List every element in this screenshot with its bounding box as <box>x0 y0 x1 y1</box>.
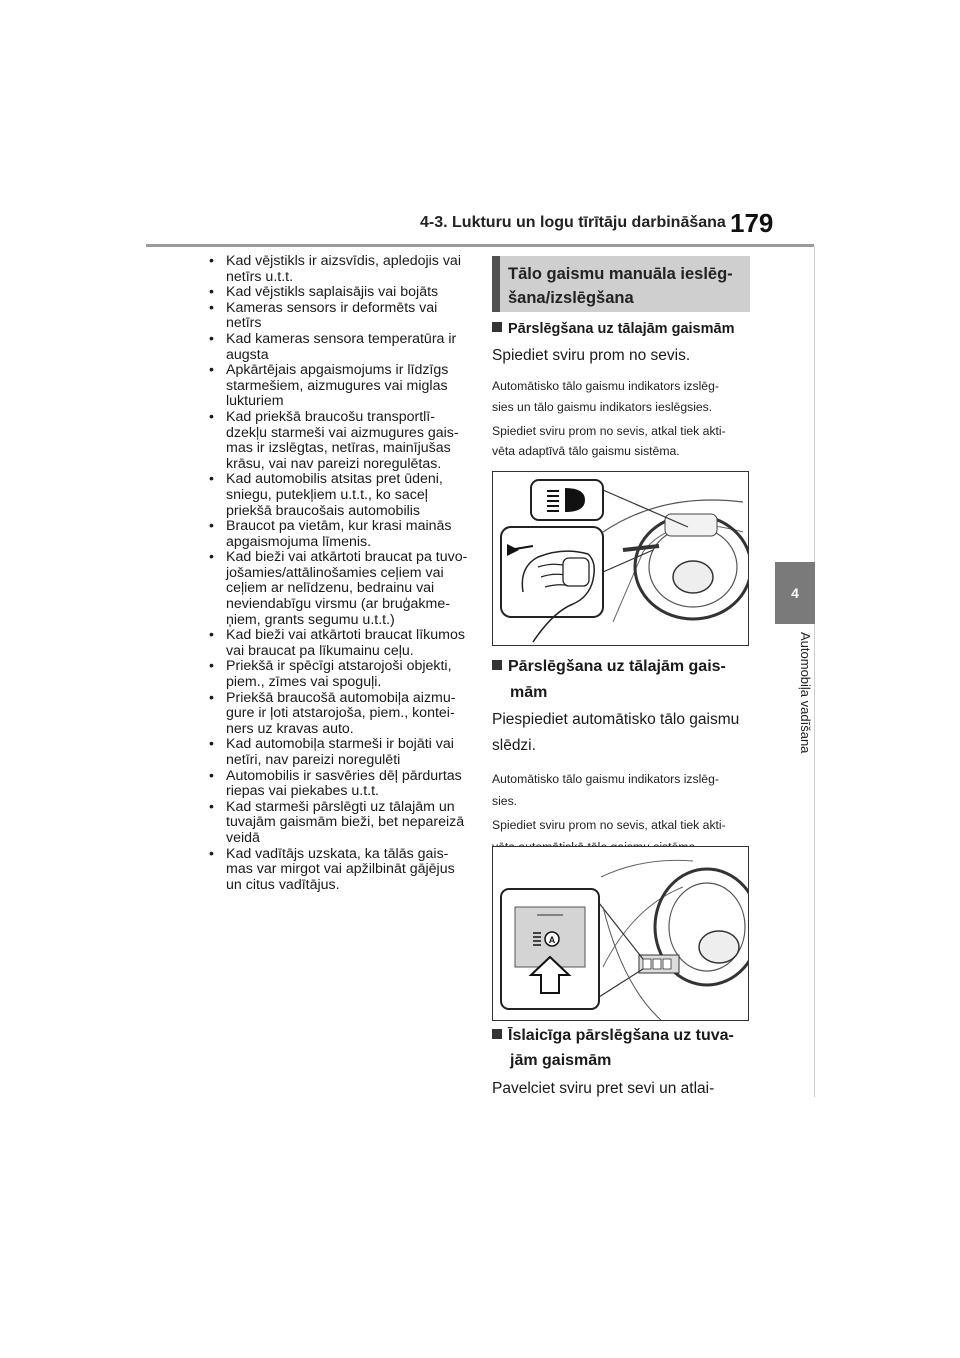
running-header-title: 4-3. Lukturu un logu tīrītāju darbināšana <box>420 214 726 231</box>
steering-lever-drawing <box>493 472 749 646</box>
conditions-bullet-list <box>206 254 470 893</box>
instruction-line: Piespiediet automātisko tālo gaismu <box>492 711 740 728</box>
side-rule <box>814 247 815 1097</box>
subheading-continuation: mām <box>510 684 548 701</box>
subheading-text: Īslaicīga pārslēgšana uz tuva- <box>508 1027 734 1044</box>
page-number: 179 <box>730 208 774 238</box>
list-item: • Kad vējstikls saplaisājis vai bojāts <box>206 285 470 301</box>
list-item: • Kad kameras sensora temperatūra ir augsta <box>206 332 470 363</box>
header-rule <box>146 244 814 247</box>
list-item: • Kad bieži vai atkārtoti braucat pa tuvo-jošamies/attālinošamies ceļiem vai ceļiem ar nelīdzenu, bedrainu vai neviendabīgu virsmu (ar bruģakme-ņiem, grants segumu u.t.t.) <box>206 550 470 628</box>
instruction-text: Pavelciet sviru pret sevi un atlai- <box>492 1080 715 1097</box>
subheading-continuation: jām gaismām <box>510 1052 612 1069</box>
subheading-text: Pārslēgšana uz tālajām gais- <box>508 658 726 675</box>
square-bullet-icon <box>492 322 502 332</box>
note-line: sies. <box>492 794 518 808</box>
list-item: • Braucot pa vietām, kur krasi mainās apgaismojuma līmenis. <box>206 519 470 550</box>
list-item: • Kad automobiļa starmeši ir bojāti vai netīri, nav pareizi noregulēti <box>206 737 470 768</box>
subheading-text: Pārslēgšana uz tālajām gaismām <box>508 321 735 337</box>
list-item: • Apkārtējais apgaismojums ir līdzīgs starmešiem, aizmugures vai miglas lukturiem <box>206 363 470 410</box>
chapter-side-label: Automobiļa vadīšana <box>798 632 813 754</box>
square-bullet-icon <box>492 1029 502 1039</box>
chapter-tab[interactable]: 4 <box>775 562 815 624</box>
note-line: Spiediet sviru prom no sevis, atkal tiek akti- <box>492 818 726 832</box>
list-item: • Kad starmeši pārslēgti uz tālajām un tuvajām gaismām bieži, bet nepareizā veidā <box>206 800 470 847</box>
section-title-line: Tālo gaismu manuāla ieslēg- <box>508 265 733 283</box>
note-line: sies un tālo gaismu indikators ieslēgsies. <box>492 400 713 414</box>
list-item: • Kad automobilis atsitas pret ūdeni, sniegu, putekļiem u.t.t., ko saceļ priekšā braucošais automobilis <box>206 472 470 519</box>
lever-push-illustration <box>492 471 749 646</box>
section-title-box <box>492 256 750 312</box>
subheading-high-beam <box>492 316 752 342</box>
list-item: • Kad priekšā braucošu transportlī-dzekļu starmeši vai aizmugures gais-mas ir izslēgtas, netīras, mainījušas krāsu, vai nav pareizi noregulētas. <box>206 410 470 472</box>
dashboard-switch-drawing <box>493 847 749 1021</box>
square-bullet-icon <box>492 660 502 670</box>
note-line: Spiediet sviru prom no sevis, atkal tiek akti- <box>492 424 726 438</box>
list-item: • Kad vējstikls ir aizsvīdis, apledojis vai netīrs u.t.t. <box>206 254 470 285</box>
note-line: Automātisko tālo gaismu indikators izslēg- <box>492 772 719 786</box>
note-line: vēta adaptīvā tālo gaismu sistēma. <box>492 444 680 458</box>
list-item: • Kad bieži vai atkārtoti braucat līkumos vai braucat pa līkumainu ceļu. <box>206 628 470 659</box>
instruction-text: Spiediet sviru prom no sevis. <box>492 347 691 364</box>
list-item: • Kad vadītājs uzskata, ka tālās gais-mas var mirgot vai apžilbināt gājējus un citus vadītājus. <box>206 847 470 894</box>
list-item: • Automobilis ir sasvēries dēļ pārdurtas riepas vai piekabes u.t.t. <box>206 769 470 800</box>
list-item: • Priekšā ir spēcīgi atstarojoši objekti, piem., zīmes vai spoguļi. <box>206 659 470 690</box>
instruction-line: slēdzi. <box>492 737 536 754</box>
list-item: • Priekšā braucošā automobiļa aizmu-gure ir ļoti atstarojoša, piem., kontei-ners uz kravas auto. <box>206 691 470 738</box>
note-line: Automātisko tālo gaismu indikators izslēg- <box>492 379 719 393</box>
svg-text:A: A <box>548 935 556 945</box>
list-item: • Kameras sensors ir deformēts vai netīrs <box>206 301 470 332</box>
subheading-auto-high-beam <box>492 654 752 680</box>
subheading-temporary-low-beam <box>492 1023 752 1049</box>
auto-switch-illustration <box>492 846 749 1021</box>
section-title-line: šana/izslēgšana <box>508 289 634 307</box>
